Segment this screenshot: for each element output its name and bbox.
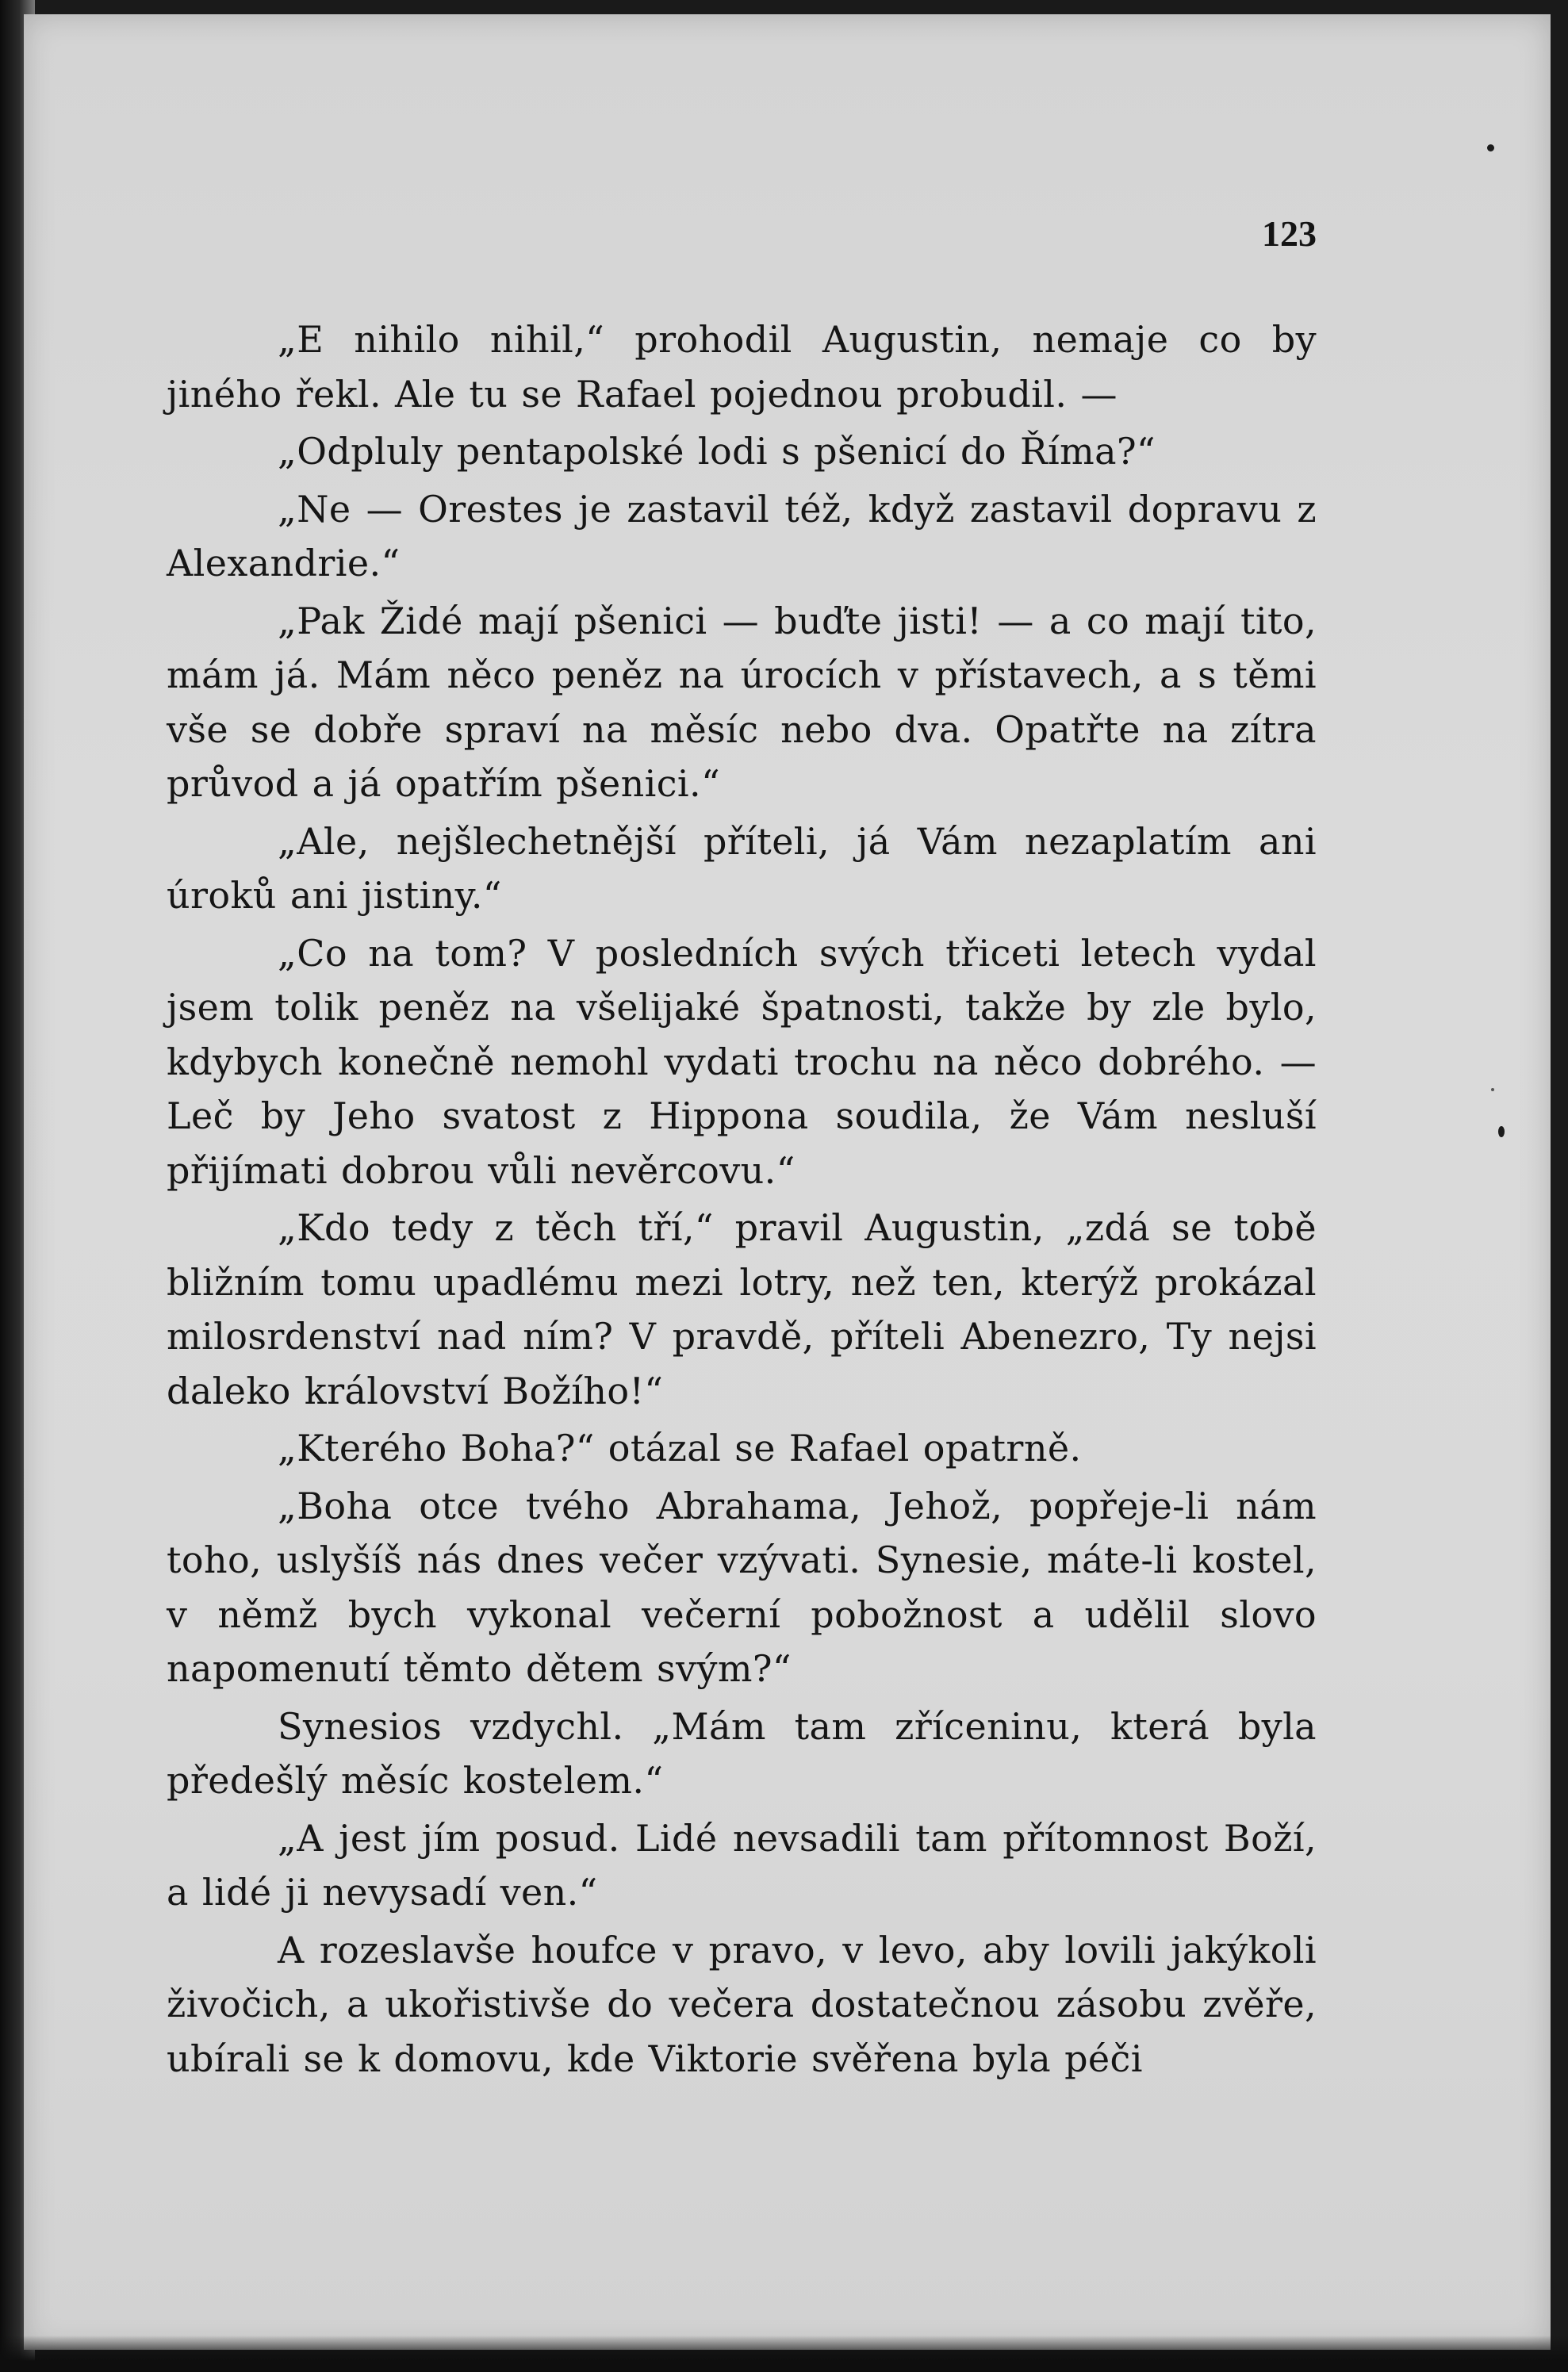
scan-bottom-edge bbox=[0, 2336, 1568, 2372]
body-text bbox=[167, 312, 1317, 2089]
page-number: 123 bbox=[1262, 213, 1317, 254]
paragraph: „Kterého Boha?“ otázal se Rafael opatrně. bbox=[278, 1427, 1082, 1470]
paragraph: „Odpluly pentapolské lodi s pšenicí do Říma?“ bbox=[278, 430, 1156, 473]
paragraph: „Co na tom? V posledních svých třiceti letech vydal jsem tolik peněz na všelijaké špatnosti, takže by zle bylo, kdybych konečně nemohl vydati trochu na něco dobrého. — Leč by Jeho svatost z Hippona soudila, že Vám nesluší přijímati dobrou vůli nevěrcovu.“ bbox=[167, 931, 1317, 1192]
ink-speck bbox=[1491, 1088, 1494, 1091]
paragraph: „Kdo tedy z těch tří,“ pravil Augustin, „zdá se tobě bližním tomu upadlému mezi lotry, než ten, kterýž prokázal milosrdenství nad ním? V pravdě, příteli Abenezro, Ty nejsi daleko království Božího!“ bbox=[167, 1206, 1317, 1412]
paragraph: „Ne — Orestes je zastavil též, když zastavil dopravu z Alexandrie.“ bbox=[167, 487, 1317, 584]
paragraph: Synesios vzdychl. „Mám tam zříceninu, která byla předešlý měsíc kostelem.“ bbox=[167, 1704, 1317, 1802]
paragraph: „E nihilo nihil,“ prohodil Augustin, nemaje co by jiného řekl. Ale tu se Rafael pojednou probudil. — bbox=[167, 318, 1317, 416]
paragraph: „Ale, nejšlechetnější příteli, já Vám nezaplatím ani úroků ani jistiny.“ bbox=[167, 819, 1317, 917]
paragraph: A rozeslavše houfce v pravo, v levo, aby lovili jakýkoli živočich, a ukořistivše do večera dostatečnou zásobu zvěře, ubírali se k domovu, kde Viktorie svěřena byla péči bbox=[167, 1928, 1317, 2080]
paragraph: „Pak Židé mají pšenici — buďte jisti! — a co mají tito, mám já. Mám něco peněz na úrocích v přístavech, a s těmi vše se dobře spraví na měsíc nebo dva. Opatřte na zítra průvod a já opatřím pšenici.“ bbox=[167, 599, 1317, 805]
paragraph: „A jest jím posud. Lidé nevsadili tam přítomnost Boží, a lidé ji nevysadí ven.“ bbox=[167, 1816, 1317, 1914]
paragraph: „Boha otce tvého Abrahama, Jehož, popřeje-li nám toho, uslyšíš nás dnes večer vzývati. Synesie, máte-li kostel, v němž bych vykonal večerní pobožnost a udělil slovo napomenutí těmto dětem svým?“ bbox=[167, 1484, 1317, 1690]
ink-speck bbox=[1498, 1126, 1505, 1137]
ink-speck bbox=[1487, 144, 1494, 151]
